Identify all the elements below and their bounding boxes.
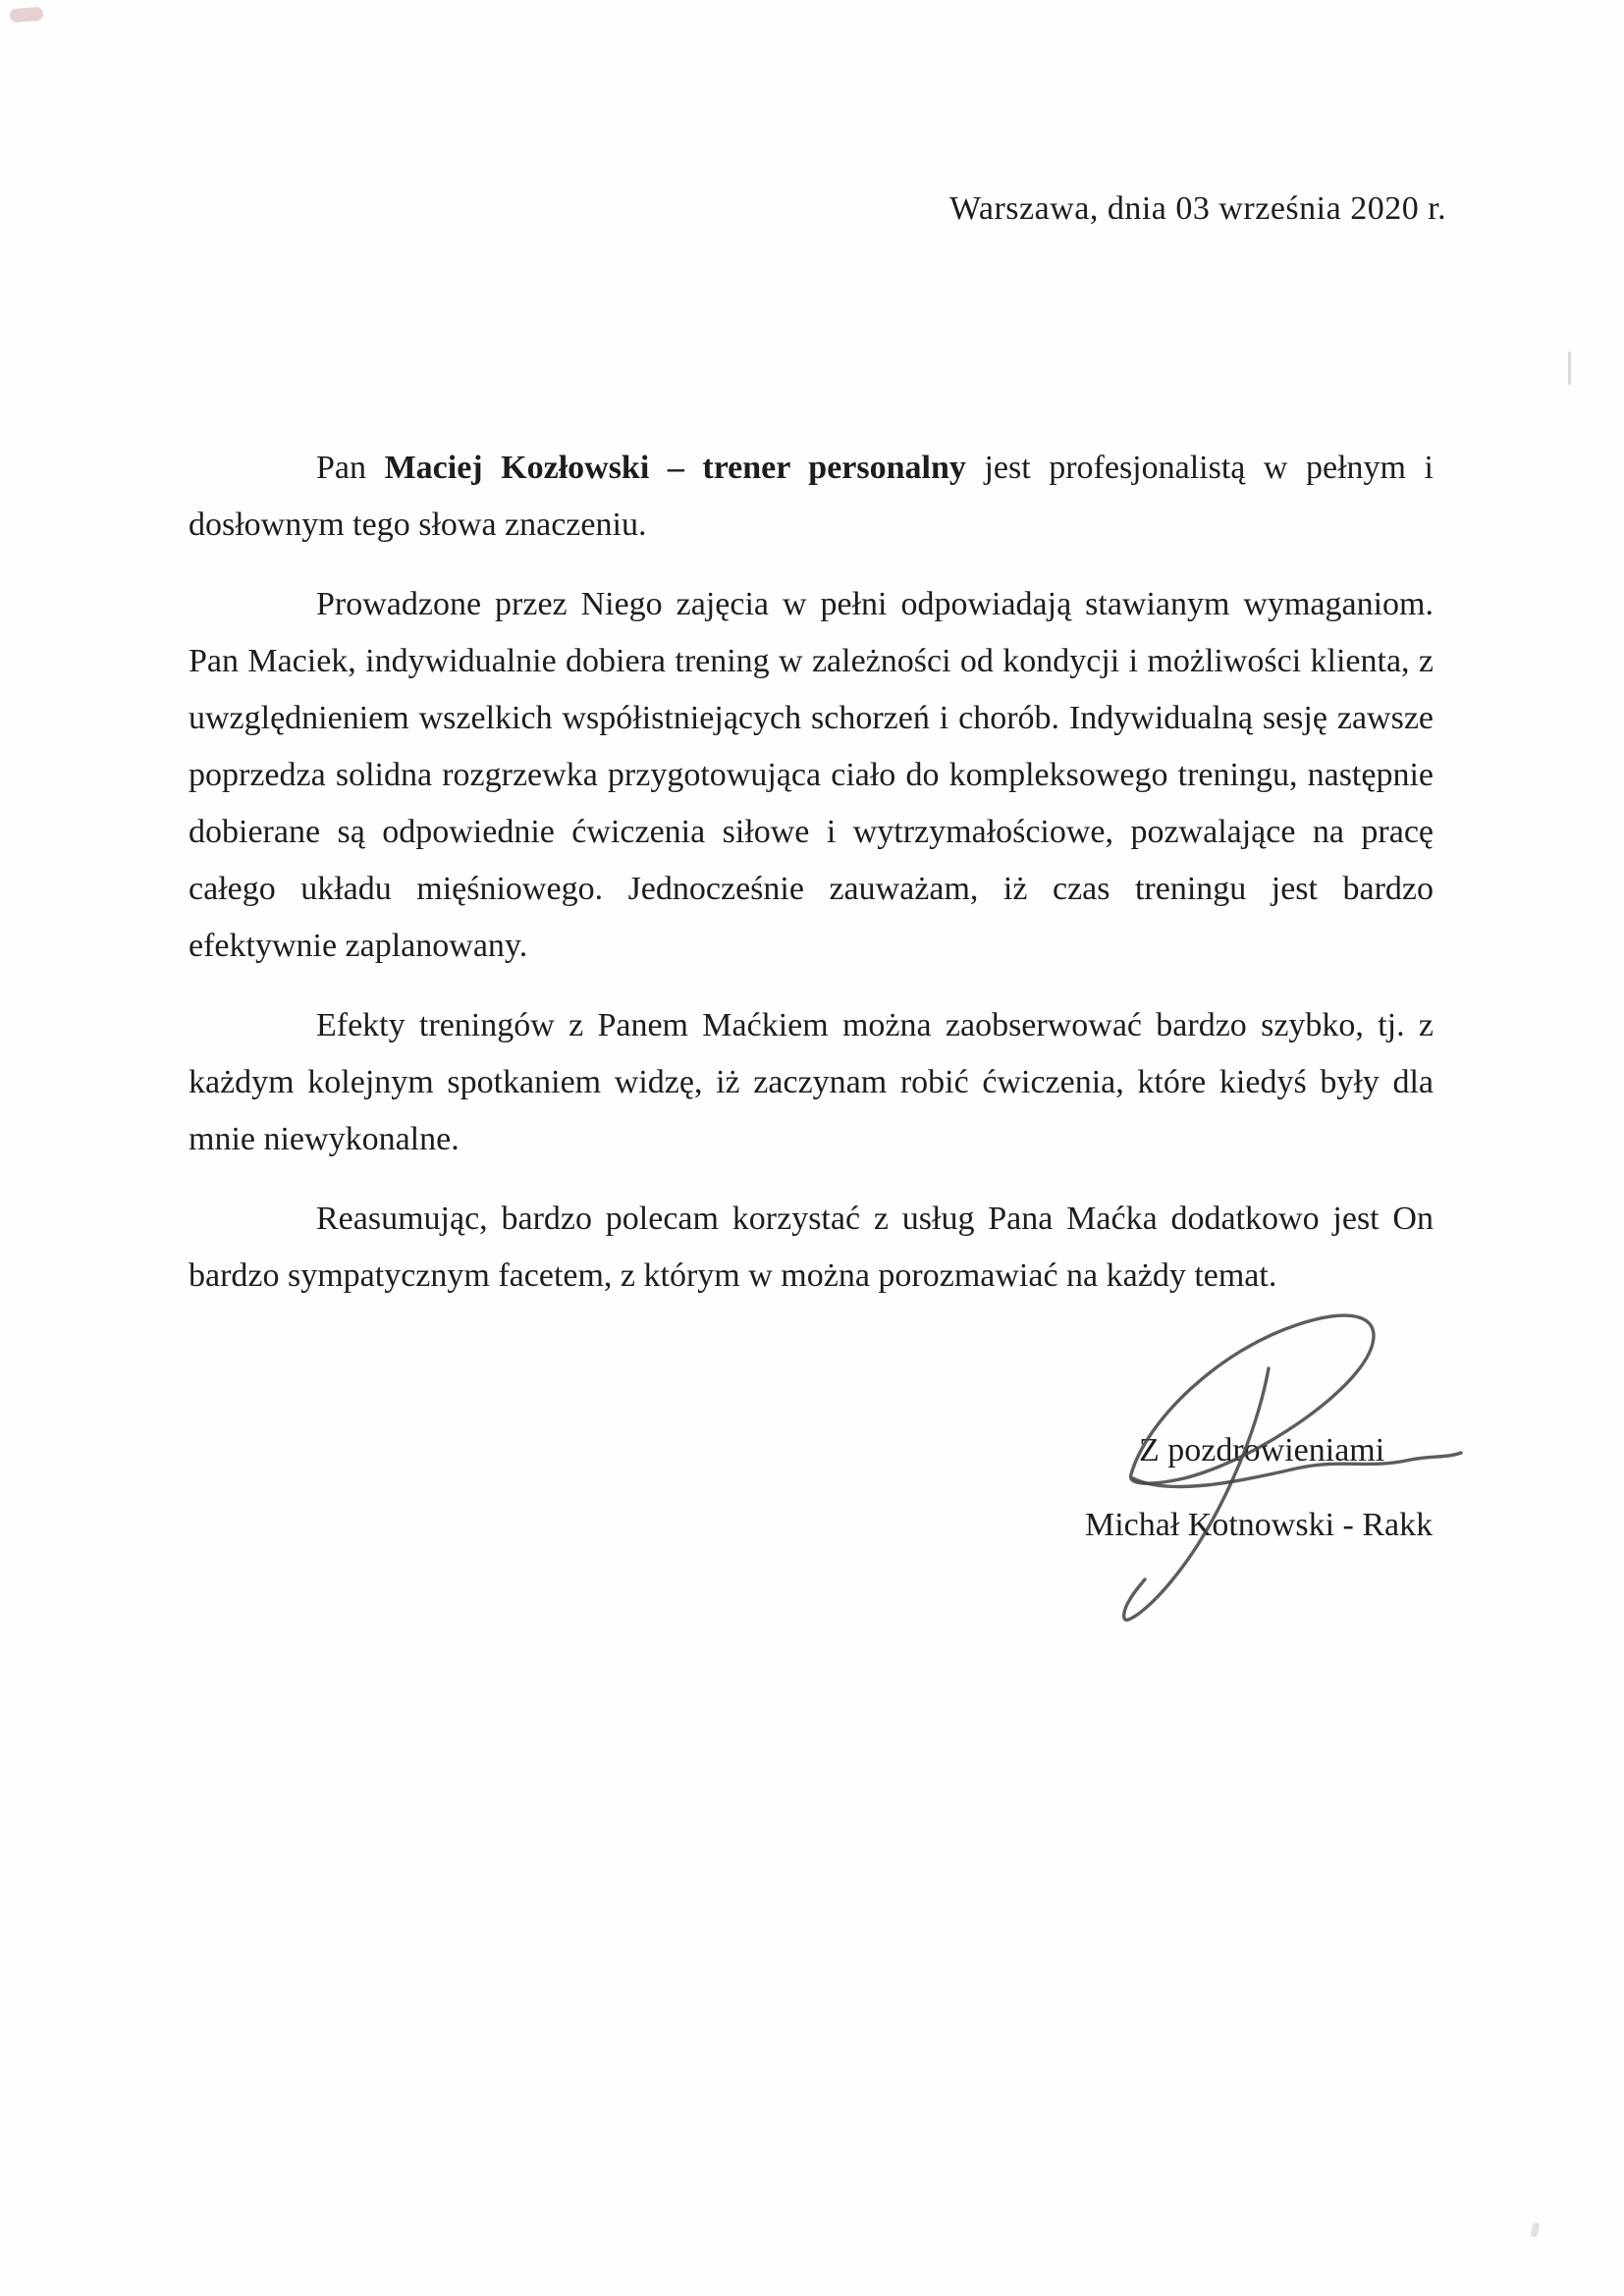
signer-name: Michał Kotnowski - Rakk <box>1085 1507 1434 1543</box>
text-run: jest profesjonalistą w pełnym i dosłownym tego słowa znaczeniu. <box>189 450 1435 543</box>
bold-text-run: Maciej Kozłowski – trener personalny <box>384 450 966 486</box>
date-line: Warszawa, dnia 03 września 2020 r. <box>949 190 1447 227</box>
scan-artifact-dash <box>1568 351 1571 385</box>
scan-artifact-dot <box>1530 2221 1540 2237</box>
paragraph <box>189 576 1434 975</box>
text-run: Reasumując, bardzo polecam korzystać z usług Pana Maćka dodatkowo jest On bardzo sympatycznym facetem, z którym w można porozmawiać na każdy temat. <box>189 1201 1434 1294</box>
paragraph <box>189 440 1434 554</box>
paragraph <box>189 1191 1434 1305</box>
scan-artifact-corner <box>10 7 44 23</box>
closing-block <box>1085 1414 1433 1563</box>
text-run: Prowadzone przez Niego zajęcia w pełni odpowiadają stawianym wymaganiom. Pan Maciek, indywidualnie dobiera trening w zależności od kondycji i możliwości klienta, z uwzględnieniem wszelkich współistniejących schorzeń i chorób. Indywidualną sesję zawsze poprzedza solidna rozgrzewka przygotowująca ciało do kompleksowego treningu, następnie dobierane są odpowiednie ćwiczenia siłowe i wytrzymałościowe, pozwalające na pracę całego układu mięśniowego. Jednocześnie zauważam, iż czas treningu jest bardzo efektywnie zaplanowany. <box>189 586 1434 964</box>
letter-paragraphs <box>189 440 1434 1327</box>
paragraph <box>189 997 1434 1168</box>
closing-salutation: Z pozdrowieniami <box>1139 1432 1385 1468</box>
text-run: Efekty treningów z Panem Maćkiem można zaobserwować bardzo szybko, tj. z każdym kolejnym spotkaniem widzę, iż zaczynam robić ćwiczenia, które kiedyś były dla mnie niewykonalne. <box>189 1007 1434 1157</box>
text-run: Pan <box>316 450 385 486</box>
